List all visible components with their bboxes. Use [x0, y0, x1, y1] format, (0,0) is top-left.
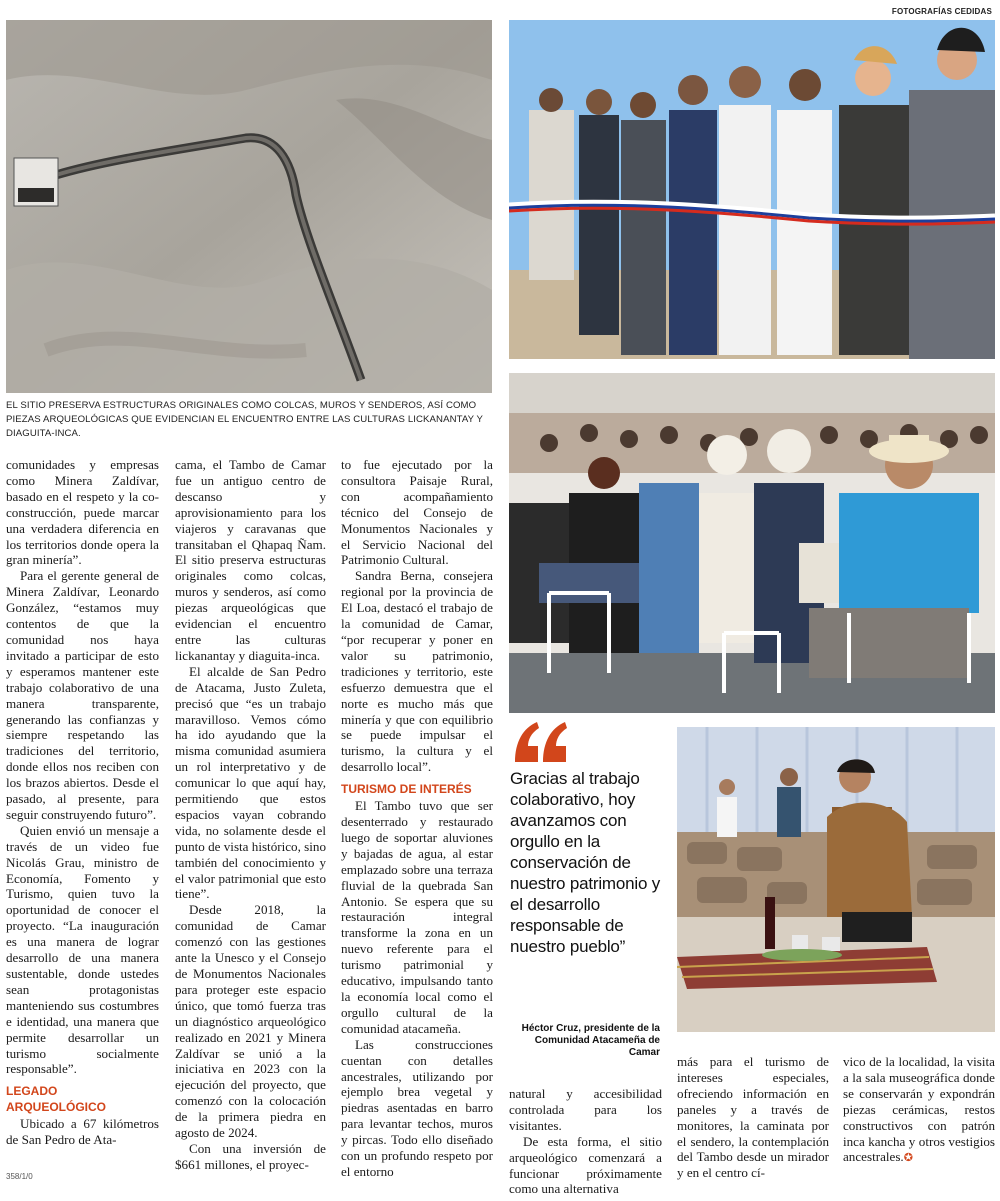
article-column-3	[341, 457, 493, 1180]
quote-author: Héctor Cruz, presidente de la Comunidad Atacameña de Camar	[521, 1023, 660, 1058]
audience-photo	[509, 373, 995, 713]
photo-caption: EL SITIO PRESERVA ESTRUCTURAS ORIGINALES COMO COLCAS, MUROS Y SENDEROS, ASÍ COMO PIEZAS ARQUEOLÓGICAS QUE EVIDENCIAN EL ENCUENTRO ENTRE LAS CULTURAS LICKANANTAY Y DIAGUITA-INCA.	[6, 400, 483, 439]
section-heading: LEGADO ARQUEOLÓGICO	[6, 1084, 107, 1115]
paragraph: to fue ejecutado por la consultora Paisaje Rural, con acompañamiento técnico del Consejo de Monumentos Nacionales y el Servicio Nacional del Patrimonio Cultural.	[341, 457, 493, 568]
article-column-6	[843, 1054, 995, 1166]
paragraph: cama, el Tambo de Camar fue un antiguo centro de descanso y aprovisionamiento para los viajeros y caravanas que transitaban el Qhapaq Ñam. El sitio preserva estructuras originales como colcas, muros y senderos, así como piezas arqueológicas que evidencian el encuentro entre las culturas lickanantay y diaguita-inca.	[175, 457, 326, 663]
paragraph: Quien envió un mensaje a través de un video fue Nicolás Grau, ministro de Economía, Fomento y Turismo, quien tuvo la oportunidad de conocer el proyecto. “La inauguración es una manera de lograr desarrollo de una manera sustentable, donde ustedes sean protagonistas manteniendo sus costumbres e identidad, una manera que permite desarrollar un turismo socialmente responsable”.	[6, 822, 159, 1077]
end-of-article-icon: ✪	[903, 1151, 913, 1165]
paragraph: De esta forma, el sitio arqueológico comenzará a funcionar próximamente como una alternativa	[509, 1133, 662, 1197]
article-column-1	[6, 457, 159, 1148]
article-column-2	[175, 457, 326, 1173]
ribbon-cutting-photo	[509, 20, 995, 359]
paragraph: Con una inversión de $661 millones, el proyec-	[175, 1140, 326, 1172]
pull-quote: Gracias al trabajo colaborativo, hoy avanzamos con orgullo en la conservación de nuestro patrimonio y el desarrollo responsable de nuestro pueblo”	[510, 769, 661, 956]
paragraph: El Tambo tuvo que ser desenterrado y restaurado luego de soportar aluviones y bajadas de agua, al estar emplazado sobre una terraza fluvial de la quebrada San Antonio. Se espera que su restauración integral transforme la zona en un nuevo referente para el turismo patrimonial y educativo, impulsando tanto la economía local como el orgullo cultural de la comunidad atacameña.	[341, 798, 493, 1036]
paragraph: natural y accesibilidad controlada para los visitantes.	[509, 1086, 662, 1133]
page-number: 358/1/0	[6, 1172, 33, 1181]
paragraph: comunidades y empresas como Minera Zaldívar, basado en el respeto y la co-construcción, puede marcar una verdadera diferencia en los territorios donde opera la gran minería”.	[6, 457, 159, 568]
article-column-4	[509, 1086, 662, 1197]
paragraph: Las construcciones cuentan con detalles ancestrales, utilizando por ejemplo brea vegetal y piedras asentadas en barro para levantar techos, muros y pircas. Todo ello diseñado con un profundo respeto por el entorno	[341, 1036, 493, 1179]
paragraph: más para el turismo de intereses especiales, ofreciendo información en paneles y a través de monitores, la caminata por el sendero, la contemplación del Tambo desde un mirador y en el centro cí-	[677, 1054, 829, 1181]
paragraph: Sandra Berna, consejera regional por la provincia de El Loa, destacó el trabajo de la comunidad de Camar, “por recuperar y poner en valor su patrimonio, tradiciones y territorio, este esfuerzo demuestra que el norte es mucho más que minería y que con equilibrio se puede impulsar el turismo, la cultura y el desarrollo local”.	[341, 568, 493, 775]
paragraph: El alcalde de San Pedro de Atacama, Justo Zuleta, precisó que “es un trabajo maravilloso. Vemos cómo ha ido ayudando que la misma comunidad asumiera un rol interpretativo y de comunicar lo que aquí hay, permitiendo que estos espacios vayan cobrando vida, no solamente desde el punto de vista histórico, sino también del conocimiento y el valor patrimonial que esto tiene”.	[175, 663, 326, 902]
article-column-5	[677, 1054, 829, 1181]
quote-mark-icon	[511, 716, 571, 768]
photo-credit: FOTOGRAFÍAS CEDIDAS	[891, 7, 992, 16]
aerial-site-photo	[6, 20, 492, 393]
paragraph: Ubicado a 67 kilómetros de San Pedro de Ata-	[6, 1116, 159, 1148]
paragraph: Desde 2018, la comunidad de Camar comenzó con las gestiones ante la Unesco y el Consejo de Monumentos Nacionales para proteger este espacio único, que tomó fuerza tras un diagnóstico arqueológico realizado en 2021 y Minera Zaldívar se unió a la iniciativa en 2023 con la ejecución del proyecto, que comenzó con la colocación de la primera piedra en agosto de 2024.	[175, 902, 326, 1141]
paragraph: Para el gerente general de Minera Zaldívar, Leonardo González, “estamos muy contentos de que la comunidad nos haya invitado a participar de esto y esperamos mantener este trabajo colaborativo de una manera transparente, generando las confianzas y siempre respetando las tradiciones del territorio, donde ellos nos reciben con los brazos abiertos. Desde el pasado, al presente, para seguir construyendo futuro”.	[6, 568, 159, 822]
section-heading: TURISMO DE INTERÉS	[341, 782, 472, 797]
ritual-offering-photo	[677, 727, 995, 1032]
paragraph	[843, 1054, 995, 1166]
paragraph-text: vico de la localidad, la visita a la sala museográfica donde se conservarán y expondrán piezas cerámicas, restos constructivos con patrón inca kancha y otros vestigios ancestrales.	[843, 1054, 995, 1165]
